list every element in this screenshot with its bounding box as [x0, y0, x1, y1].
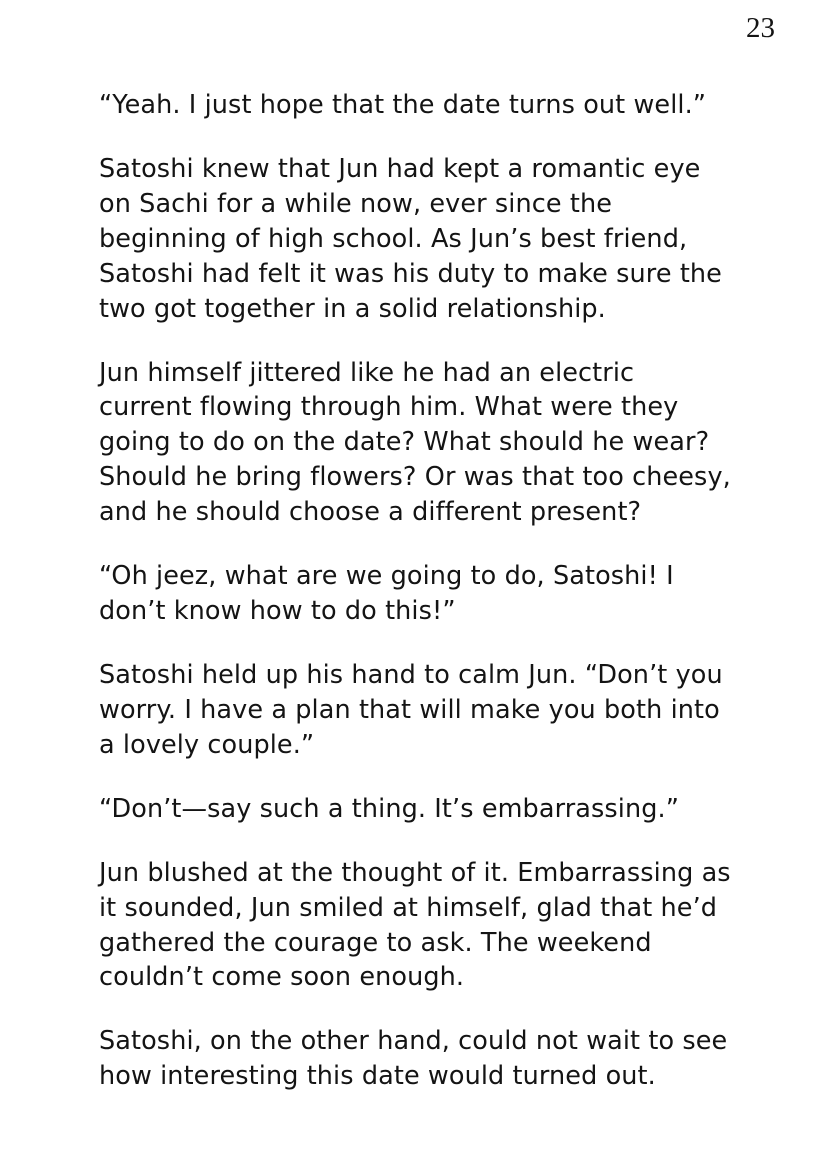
- page-body-text: [99, 88, 733, 1094]
- paragraph: “Yeah. I just hope that the date turns out well.”: [99, 90, 707, 120]
- page-number: 23: [746, 12, 775, 44]
- paragraph: “Oh jeez, what are we going to do, Satoshi! I don’t know how to do this!”: [99, 561, 674, 627]
- paragraph: Jun blushed at the thought of it. Embarrassing as it sounded, Jun smiled at himself, glad that he’d gathered the courage to ask. The weekend couldn’t come soon enough.: [99, 857, 731, 993]
- paragraph: “Don’t—say such a thing. It’s embarrassing.”: [99, 793, 680, 824]
- paragraph: Satoshi held up his hand to calm Jun. “Don’t you worry. I have a plan that will make you both into a lovely couple.”: [99, 659, 723, 760]
- paragraph: Satoshi knew that Jun had kept a romantic eye on Sachi for a while now, ever since the beginning of high school. As Jun’s best friend, Satoshi had felt it was his duty to make sure the two got together in a solid relationship.: [99, 153, 722, 324]
- paragraph: Jun himself jittered like he had an electric current flowing through him. What were they going to do on the date? What should he wear? Should he bring flowers? Or was that too cheesy, and he should choose a different present?: [99, 357, 731, 528]
- paragraph: Satoshi, on the other hand, could not wait to see how interesting this date would turned out.: [99, 1026, 728, 1092]
